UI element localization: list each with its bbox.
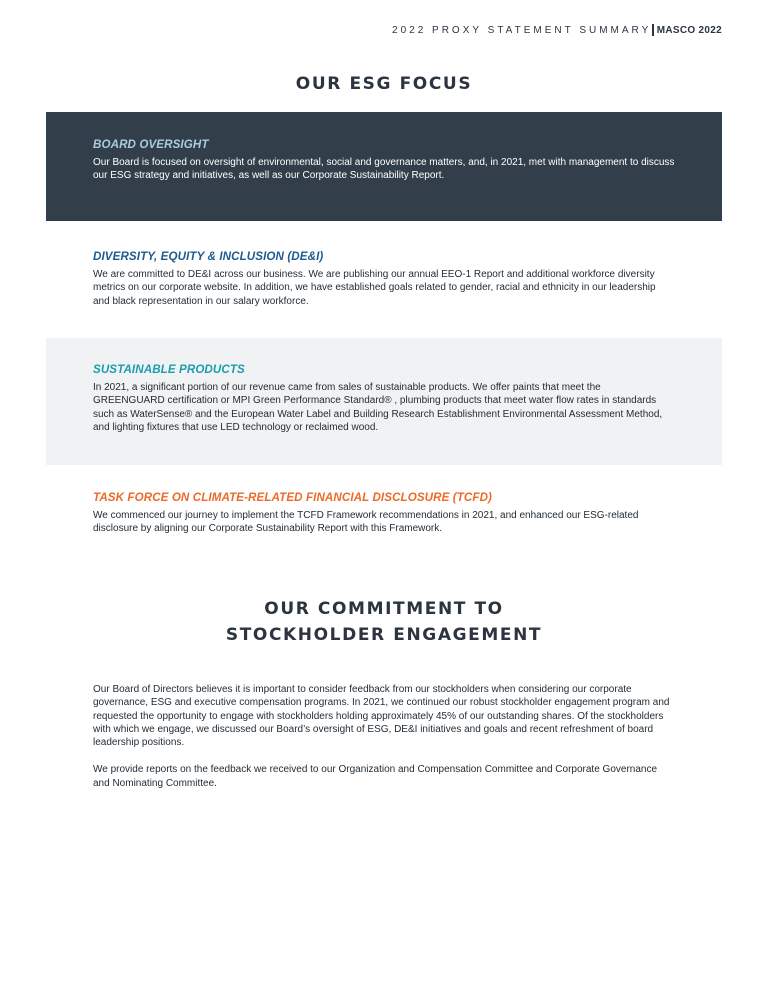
sustainable-products-section bbox=[46, 338, 722, 465]
tcfd-heading: TASK FORCE ON CLIMATE-RELATED FINANCIAL DISCLOSURE (TCFD) bbox=[93, 491, 493, 504]
engagement-paragraph-2: We provide reports on the feedback we received to our Organization and Compensation Committee and Corporate Governance and Nominating Committee. bbox=[93, 764, 658, 789]
page-header bbox=[392, 24, 722, 36]
commitment-title-line2: STOCKHOLDER ENGAGEMENT bbox=[225, 625, 543, 645]
esg-focus-title: OUR ESG FOCUS bbox=[295, 74, 473, 94]
engagement-paragraph-1: Our Board of Directors believes it is important to consider feedback from our stockholders when considering our corporate governance, ESG and executive compensation programs. In 2021, we continued our robust stockholder engagement program and requested the opportunity to engage with stockholders holding approximately 45% of our outstanding shares. Of the stockholders with which we engage, we discussed our Board’s oversight of ESG, DE&I initiatives and goals and recent refreshment of board leadership positions. bbox=[93, 684, 670, 749]
sustainable-products-text: In 2021, a significant portion of our revenue came from sales of sustainable products. We offer paints that meet the GREENGUARD certification or MPI Green Performance Standard® , plumbing products that meet water flow rates in standards such as WaterSense® and the European Water Label and Building Research Establishment Environmental Assessment Method, and lighting fixtures that use LED technology or reclaimed wood. bbox=[93, 382, 663, 433]
board-oversight-section bbox=[46, 112, 722, 221]
commitment-title-line1: OUR COMMITMENT TO bbox=[264, 599, 504, 619]
board-oversight-heading: BOARD OVERSIGHT bbox=[93, 138, 209, 151]
tcfd-section bbox=[46, 491, 722, 536]
tcfd-text: We commenced our journey to implement the TCFD Framework recommendations in 2021, and enhanced our ESG-related disclosure by aligning our Corporate Sustainability Report with this Framework. bbox=[93, 510, 639, 535]
board-oversight-text: Our Board is focused on oversight of environmental, social and governance matters, and, in 2021, met with management to discuss our ESG strategy and initiatives, as well as our Corporate Sustainability Report. bbox=[93, 157, 675, 182]
dei-text: We are committed to DE&I across our business. We are publishing our annual EEO-1 Report and additional workforce diversity metrics on our corporate website. In addition, we have established goals related to gender, racial and ethnicity in our leadership and black representation in our salary workforce. bbox=[93, 269, 656, 307]
dei-section bbox=[46, 250, 722, 308]
sustainable-products-heading: SUSTAINABLE PRODUCTS bbox=[93, 363, 245, 376]
stockholder-engagement-title bbox=[0, 596, 768, 648]
document-title: 2022 PROXY STATEMENT SUMMARY bbox=[392, 24, 652, 36]
stockholder-engagement-body bbox=[93, 683, 673, 804]
brand-label: MASCO 2022 bbox=[656, 24, 722, 36]
header-divider bbox=[652, 24, 654, 36]
dei-heading: DIVERSITY, EQUITY & INCLUSION (DE&I) bbox=[93, 250, 324, 263]
